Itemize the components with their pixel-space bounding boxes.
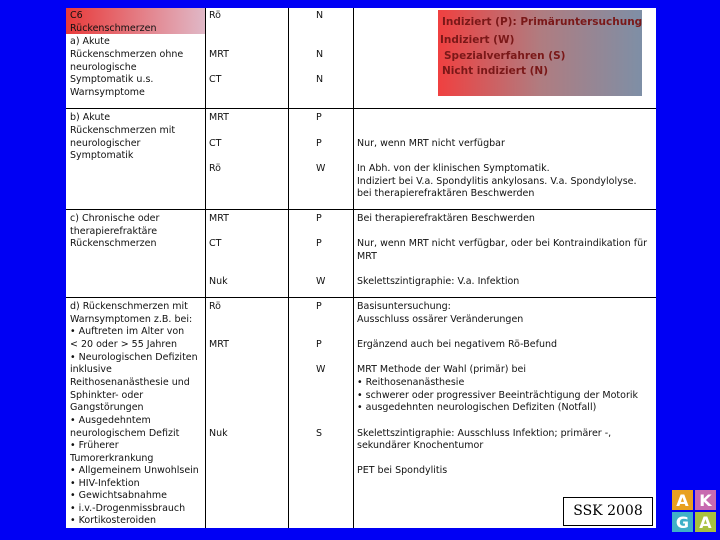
table-cell-c1: • Gewichtsabnahme <box>70 490 167 501</box>
logo-letter: G <box>675 513 690 532</box>
table-cell-c4: sekundärer Knochentumor <box>357 440 484 451</box>
legend-key: Indiziert (P): <box>442 16 517 28</box>
table-cell-c2: CT <box>209 74 222 85</box>
table-cell-c4: MRT <box>357 251 377 262</box>
guideline-table <box>66 8 656 528</box>
table-cell-c2: MRT <box>209 213 229 224</box>
legend-item <box>440 34 514 46</box>
table-cell-c3: P <box>316 339 322 350</box>
legend-key: Nicht indiziert (N) <box>442 65 549 77</box>
table-cell-c3: P <box>316 112 322 123</box>
table-cell-c3: N <box>316 49 324 60</box>
table-cell-c1: c) Chronische oder <box>70 213 160 224</box>
logo-letter: A <box>676 491 689 510</box>
table-cell-c1: • HIV-Infektion <box>70 478 140 489</box>
table-cell-c4: • Reithosenanästhesie <box>357 377 465 388</box>
table-cell-c2: MRT <box>209 339 229 350</box>
table-cell-c1: Reithosenanästhesie und <box>70 377 190 388</box>
column-divider <box>205 8 206 528</box>
table-cell-c1: Rückenschmerzen mit <box>70 125 176 136</box>
table-cell-c1: Rückenschmerzen ohne <box>70 49 184 60</box>
table-cell-c4: Indiziert bei V.a. Spondylitis ankylosans. V.a. Spondylolyse. <box>357 176 637 187</box>
table-cell-c4: PET bei Spondylitis <box>357 465 448 476</box>
table-cell-c3: P <box>316 213 322 224</box>
table-cell-c1: • Neurologischen Defiziten <box>70 352 198 363</box>
table-cell-c4: Nur, wenn MRT nicht verfügbar, oder bei Kontraindikation für <box>357 238 648 249</box>
table-cell-c2: Rö <box>209 163 221 174</box>
table-cell-c1: Warnsymptome <box>70 87 145 98</box>
table-cell-c1: Rückenschmerzen <box>70 23 157 34</box>
table-cell-c4: Nur, wenn MRT nicht verfügbar <box>357 138 505 149</box>
table-cell-c4: In Abh. von der klinischen Symptomatik. <box>357 163 550 174</box>
table-cell-c1: Warnsymptomen z.B. bei: <box>70 314 193 325</box>
akga-logo-icon <box>671 489 717 533</box>
source-badge: SSK 2008 <box>563 497 653 526</box>
table-cell-c1: • Kortikosteroiden <box>70 515 157 526</box>
logo-letter: K <box>699 491 712 510</box>
table-cell-c1: Tumorerkrankung <box>70 453 154 464</box>
legend-key: Indiziert (W) <box>440 34 515 46</box>
table-cell-c3: W <box>316 163 326 174</box>
table-cell-c2: CT <box>209 238 222 249</box>
table-cell-c1: • Früherer <box>70 440 119 451</box>
table-cell-c2: Rö <box>209 10 221 21</box>
table-cell-c4: Skelettszintigraphie: Ausschluss Infektion; primärer -, <box>357 428 612 439</box>
table-cell-c2: Nuk <box>209 428 228 439</box>
table-cell-c1: Sphinkter- oder <box>70 390 144 401</box>
table-cell-c3: N <box>316 10 324 21</box>
table-cell-c1: < 20 oder > 55 Jahren <box>70 339 177 350</box>
table-cell-c3: P <box>316 238 322 249</box>
table-cell-c1: neurologische <box>70 62 137 73</box>
table-cell-c1: Symptomatik <box>70 150 134 161</box>
table-cell-c1: • Ausgedehntem <box>70 415 151 426</box>
table-cell-c1: C6 <box>70 10 83 21</box>
logo-letter: A <box>699 513 712 532</box>
table-cell-c4: • ausgedehnten neurologischen Defiziten (Notfall) <box>357 402 597 413</box>
table-cell-c2: MRT <box>209 49 229 60</box>
table-cell-c3: W <box>316 276 326 287</box>
table-cell-c1: inklusive <box>70 364 112 375</box>
table-cell-c4: Ergänzend auch bei negativem Rö-Befund <box>357 339 558 350</box>
column-divider <box>353 8 354 528</box>
row-divider <box>66 108 656 109</box>
legend-box <box>438 10 642 96</box>
table-cell-c4: Basisuntersuchung: <box>357 301 451 312</box>
table-cell-c2: Nuk <box>209 276 228 287</box>
column-divider <box>288 8 289 528</box>
table-cell-c4: Skelettszintigraphie: V.a. Infektion <box>357 276 520 287</box>
table-cell-c4: Bei therapierefraktären Beschwerden <box>357 213 535 224</box>
row-divider <box>66 297 656 298</box>
table-cell-c4: MRT Methode der Wahl (primär) bei <box>357 364 527 375</box>
legend-key: Spezialverfahren (S) <box>444 50 566 62</box>
legend-item <box>444 50 565 62</box>
table-cell-c4: bei therapierefraktären Beschwerden <box>357 188 535 199</box>
table-cell-c4: Ausschluss ossärer Veränderungen <box>357 314 524 325</box>
table-cell-c3: P <box>316 138 322 149</box>
table-cell-c1: Symptomatik u.s. <box>70 74 154 85</box>
legend-item <box>442 16 642 28</box>
table-cell-c1: • Auftreten im Alter von <box>70 326 185 337</box>
table-cell-c1: neurologischer <box>70 138 141 149</box>
row-divider <box>66 209 656 210</box>
table-cell-c1: b) Akute <box>70 112 111 123</box>
legend-text: Primäruntersuchung <box>516 16 643 28</box>
table-cell-c3: N <box>316 74 324 85</box>
table-cell-c1: • i.v.-Drogenmissbrauch <box>70 503 186 514</box>
legend-item <box>442 65 548 77</box>
table-cell-c3: S <box>316 428 323 439</box>
table-cell-c1: a) Akute <box>70 36 110 47</box>
table-cell-c4: • schwerer oder progressiver Beeinträchtigung der Motorik <box>357 390 638 401</box>
table-cell-c1: therapierefraktäre <box>70 226 158 237</box>
table-cell-c2: Rö <box>209 301 221 312</box>
table-cell-c3: W <box>316 364 326 375</box>
table-cell-c1: Gangstörungen <box>70 402 144 413</box>
table-cell-c2: CT <box>209 138 222 149</box>
table-cell-c1: • Allgemeinem Unwohlsein <box>70 465 199 476</box>
table-cell-c1: d) Rückenschmerzen mit <box>70 301 188 312</box>
table-cell-c2: MRT <box>209 112 229 123</box>
table-cell-c1: neurologischem Defizit <box>70 428 180 439</box>
table-cell-c1: Rückenschmerzen <box>70 238 157 249</box>
table-cell-c3: P <box>316 301 322 312</box>
